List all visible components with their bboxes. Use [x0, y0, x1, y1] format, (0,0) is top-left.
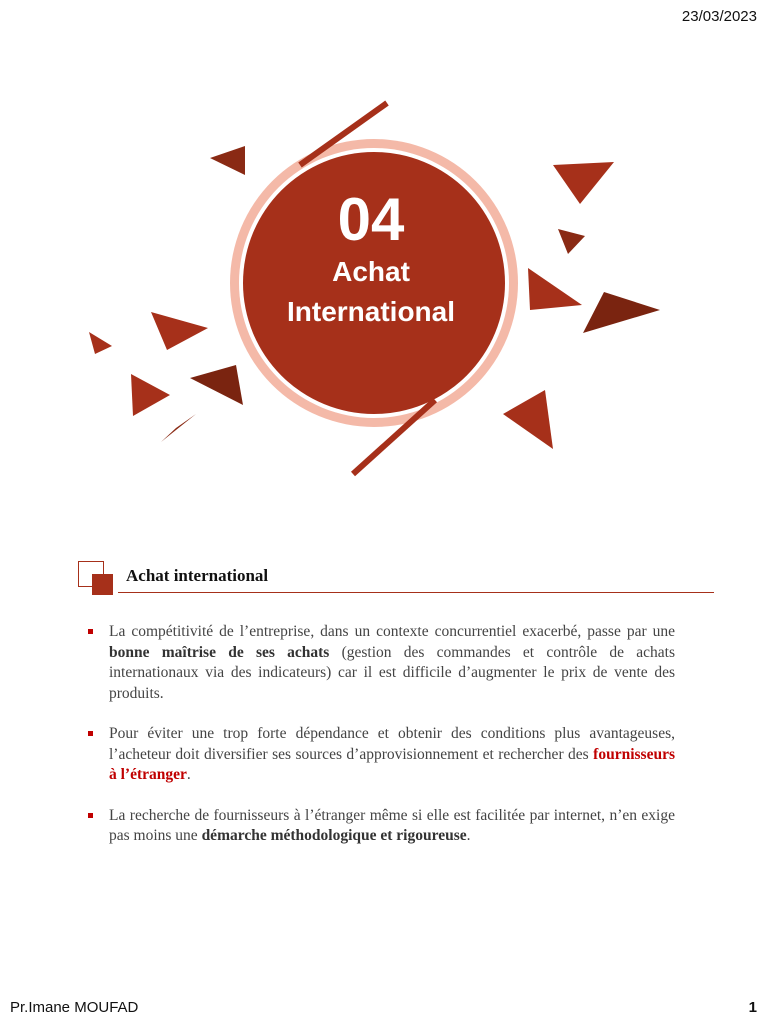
section-title: Achat international — [126, 566, 269, 585]
slide-date: 23/03/2023 — [681, 8, 757, 25]
bullet-emphasis: bonne maîtrise de ses achats — [109, 643, 330, 661]
triangle-shape — [131, 374, 170, 416]
triangle-shape — [190, 365, 243, 405]
triangle-shape — [151, 312, 208, 350]
bullet-square-icon — [88, 629, 93, 634]
section-square-filled-icon — [92, 574, 113, 595]
triangle-shape — [161, 414, 196, 442]
bullet-emphasis-red: fournisseurs à l’étranger — [109, 745, 675, 783]
bullet-item — [88, 724, 675, 786]
bullet-text: (gestion des commandes et contrôle de achats internationaux via des indicateurs) car il est difficile d’augmenter le prix de vente des produits. — [109, 643, 675, 702]
page-number: 1 — [748, 999, 757, 1016]
triangle-shape — [558, 229, 585, 254]
bullet-square-icon — [88, 731, 93, 736]
triangle-shape — [553, 162, 614, 204]
bullet-square-icon — [88, 813, 93, 818]
triangle-shape — [583, 292, 660, 333]
chapter-number: 04 — [337, 186, 405, 253]
triangle-shape — [503, 390, 553, 449]
bullet-text: La recherche de fournisseurs à l’étranger même si elle est facilitée par internet, n’en exige pas moins une — [109, 806, 675, 844]
hero-text — [236, 186, 506, 331]
bullet-item — [88, 806, 675, 847]
bullet-emphasis: démarche méthodologique et rigoureuse — [201, 827, 467, 844]
bullet-text: La compétitivité de l’entreprise, dans un contexte concurrentiel exacerbé, passe par une — [109, 623, 675, 640]
bullet-text: . — [186, 766, 191, 783]
triangle-shape — [528, 268, 582, 310]
chapter-title-line2: International — [286, 296, 455, 328]
footer-author: Pr.Imane MOUFAD — [10, 999, 139, 1016]
triangle-shape — [89, 332, 112, 354]
chapter-title-line1: Achat — [332, 256, 410, 287]
bullet-text: Pour éviter une trop forte dépendance et obtenir des conditions plus avantageuses, l’acheteur doit diversifier ses sources d’approvisionnement et rechercher des — [109, 725, 675, 763]
triangle-shape — [210, 146, 245, 175]
section-header — [78, 561, 714, 597]
bullet-text: . — [466, 827, 471, 844]
bullet-item — [88, 622, 675, 704]
section-underline — [118, 592, 714, 593]
bullet-list — [88, 622, 675, 867]
